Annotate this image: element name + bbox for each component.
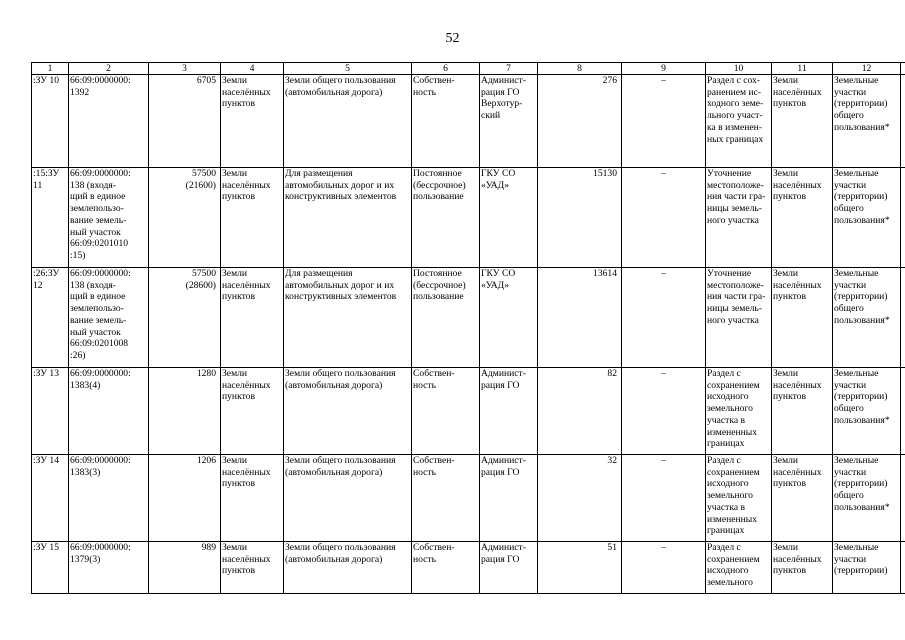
permitted-use-text: Земли общего пользования (автомобильная дорога) (285, 75, 396, 98)
land-category-cell (221, 455, 284, 542)
note-cell (901, 368, 905, 455)
new-land-category-cell (772, 168, 833, 268)
permitted-use-cell (284, 455, 412, 542)
new-permitted-use-text: Земельные участки (территории) (834, 542, 888, 577)
plot-area-part-text: 51 (607, 542, 617, 553)
plot-area-part-cell (538, 368, 622, 455)
right-type-cell (412, 455, 480, 542)
permitted-use-text: Для размещения автомобильных дорог и их конструктивных элементов (285, 268, 397, 303)
page-number: 52 (445, 31, 460, 46)
land-category-text: Земли населённых пунктов (222, 268, 271, 303)
new-permitted-use-text: Земельные участки (территории) общего пользования* (834, 75, 890, 133)
land-category-cell (221, 168, 284, 268)
right-holder-cell (480, 75, 538, 168)
plot-area-part-text: 276 (602, 75, 617, 86)
right-holder-cell (480, 368, 538, 455)
new-permitted-use-cell (833, 455, 901, 542)
area-text: 6705 (196, 75, 216, 86)
new-land-category-cell (772, 368, 833, 455)
area-text: 1206 (196, 455, 216, 466)
new-land-category-text: Земли населённых пунктов (773, 368, 822, 403)
land-category-text: Земли населённых пунктов (222, 168, 271, 203)
cadastral-number-text: 66:09:0000000: 138 (входя- щий в единое землепользо- вание земель- ный участок 66:09:0201010 :15) (70, 168, 131, 261)
encumbrance-cell (622, 168, 706, 268)
formation-method-text: Раздел с сох- ранением ис- ходного земе- льного участ- ка в изменен- ных границах (707, 75, 764, 145)
plot-designation-cell (32, 542, 69, 594)
cadastral-number-text: 66:09:0000000: 1379(3) (70, 542, 131, 565)
right-type-cell (412, 75, 480, 168)
column-header: 6 (412, 63, 480, 75)
new-land-category-cell (772, 75, 833, 168)
new-permitted-use-text: Земельные участки (территории) общего пользования* (834, 368, 890, 426)
right-holder-text: Админист- рация ГО (481, 455, 526, 478)
cadastral-number-cell (69, 75, 149, 168)
right-holder-text: Админист- рация ГО (481, 542, 526, 565)
right-holder-text: Админист- рация ГО (481, 368, 526, 391)
plot-designation-text: :15:ЗУ 11 (33, 168, 60, 191)
cadastral-number-cell (69, 368, 149, 455)
note-cell (901, 168, 905, 268)
formation-method-text: Уточнение местоположе- ния части гра- ницы земель- ного участка (707, 268, 766, 326)
table-row (32, 268, 905, 368)
permitted-use-text: Земли общего пользования (автомобильная дорога) (285, 455, 396, 478)
area-text: 57500 (21600) (185, 168, 216, 191)
column-header: 8 (538, 63, 622, 75)
encumbrance-cell (622, 368, 706, 455)
right-holder-cell (480, 542, 538, 594)
right-holder-text: ГКУ СО «УАД» (481, 168, 516, 191)
column-header: 1 (32, 63, 69, 75)
new-permitted-use-cell (833, 542, 901, 594)
permitted-use-cell (284, 268, 412, 368)
plot-designation-cell (32, 268, 69, 368)
land-category-text: Земли населённых пунктов (222, 542, 271, 577)
plot-designation-text: :ЗУ 14 (33, 455, 60, 466)
plot-area-part-text: 82 (607, 368, 617, 379)
right-holder-cell (480, 268, 538, 368)
area-text: 1280 (196, 368, 216, 379)
land-category-cell (221, 268, 284, 368)
new-permitted-use-text: Земельные участки (территории) общего пользования* (834, 268, 890, 326)
encumbrance-text: – (661, 368, 666, 379)
right-type-cell (412, 368, 480, 455)
note-cell (901, 268, 905, 368)
land-plots-table (31, 62, 905, 594)
land-category-text: Земли населённых пунктов (222, 368, 271, 403)
right-type-text: Постоянное (бессрочное) пользование (413, 168, 466, 203)
right-type-cell (412, 542, 480, 594)
right-type-cell (412, 268, 480, 368)
land-category-cell (221, 75, 284, 168)
table-header-row (32, 63, 905, 75)
new-land-category-cell (772, 455, 833, 542)
right-type-text: Собствен- ность (413, 75, 455, 98)
column-header: 10 (706, 63, 772, 75)
new-land-category-text: Земли населённых пунктов (773, 168, 822, 203)
permitted-use-text: Земли общего пользования (автомобильная дорога) (285, 368, 396, 391)
column-header: 2 (69, 63, 149, 75)
permitted-use-text: Для размещения автомобильных дорог и их конструктивных элементов (285, 168, 397, 203)
new-permitted-use-cell (833, 168, 901, 268)
encumbrance-text: – (661, 168, 666, 179)
cadastral-number-text: 66:09:0000000: 1392 (70, 75, 131, 98)
formation-method-text: Уточнение местоположе- ния части гра- ницы земель- ного участка (707, 168, 766, 226)
plot-designation-text: :ЗУ 15 (33, 542, 60, 553)
land-category-text: Земли населённых пунктов (222, 75, 271, 110)
new-permitted-use-cell (833, 268, 901, 368)
formation-method-text: Раздел с сохранением исходного земельного участка в измененных границах (707, 455, 760, 537)
area-text: 57500 (28600) (185, 268, 216, 291)
area-cell (149, 368, 221, 455)
encumbrance-text: – (661, 455, 666, 466)
encumbrance-text: – (661, 75, 666, 86)
formation-method-cell (706, 168, 772, 268)
cadastral-number-text: 66:09:0000000: 1383(3) (70, 455, 131, 478)
formation-method-cell (706, 455, 772, 542)
right-type-text: Собствен- ность (413, 368, 455, 391)
table-row (32, 75, 905, 168)
cadastral-number-text: 66:09:0000000: 1383(4) (70, 368, 131, 391)
cadastral-number-text: 66:09:0000000: 138 (входя- щий в единое землепользо- вание земель- ный участок 66:09:0201008 :26) (70, 268, 131, 361)
right-type-text: Собствен- ность (413, 455, 455, 478)
right-holder-cell (480, 455, 538, 542)
cadastral-number-cell (69, 542, 149, 594)
land-category-cell (221, 542, 284, 594)
new-permitted-use-text: Земельные участки (территории) общего пользования* (834, 168, 890, 226)
cadastral-number-cell (69, 455, 149, 542)
right-type-text: Постоянное (бессрочное) пользование (413, 268, 466, 303)
column-header: 3 (149, 63, 221, 75)
new-permitted-use-cell (833, 368, 901, 455)
area-cell (149, 542, 221, 594)
plot-designation-cell (32, 75, 69, 168)
plot-designation-cell (32, 368, 69, 455)
formation-method-cell (706, 542, 772, 594)
permitted-use-cell (284, 75, 412, 168)
new-land-category-text: Земли населённых пунктов (773, 75, 822, 110)
new-land-category-text: Земли населённых пунктов (773, 268, 822, 303)
new-land-category-cell (772, 268, 833, 368)
area-cell (149, 268, 221, 368)
cadastral-number-cell (69, 268, 149, 368)
area-cell (149, 168, 221, 268)
plot-area-part-cell (538, 75, 622, 168)
encumbrance-text: – (661, 542, 666, 553)
table-row (32, 542, 905, 594)
column-header: 12 (833, 63, 901, 75)
plot-designation-text: :26:ЗУ 12 (33, 268, 60, 291)
permitted-use-cell (284, 368, 412, 455)
right-holder-text: ГКУ СО «УАД» (481, 268, 516, 291)
note-cell (901, 455, 905, 542)
area-cell (149, 455, 221, 542)
encumbrance-cell (622, 75, 706, 168)
land-category-cell (221, 368, 284, 455)
formation-method-cell (706, 268, 772, 368)
permitted-use-cell (284, 542, 412, 594)
column-header: 4 (221, 63, 284, 75)
new-land-category-cell (772, 542, 833, 594)
plot-area-part-text: 13614 (593, 268, 617, 279)
plot-designation-cell (32, 455, 69, 542)
encumbrance-text: – (661, 268, 666, 279)
new-permitted-use-cell (833, 75, 901, 168)
plot-designation-cell (32, 168, 69, 268)
right-type-text: Собствен- ность (413, 542, 455, 565)
formation-method-text: Раздел с сохранением исходного земельного (707, 542, 760, 589)
encumbrance-cell (622, 542, 706, 594)
table-row (32, 368, 905, 455)
plot-area-part-cell (538, 455, 622, 542)
plot-designation-text: :ЗУ 13 (33, 368, 60, 379)
table-row (32, 168, 905, 268)
column-header: 9 (622, 63, 706, 75)
area-text: 989 (201, 542, 216, 553)
note-cell (901, 75, 905, 168)
right-holder-text: Админист- рация ГО Верхотур- ский (481, 75, 526, 122)
plot-area-part-text: 15130 (593, 168, 617, 179)
column-header: 11 (772, 63, 833, 75)
column-header: 5 (284, 63, 412, 75)
column-header: 7 (480, 63, 538, 75)
new-land-category-text: Земли населённых пунктов (773, 455, 822, 490)
plot-area-part-cell (538, 268, 622, 368)
encumbrance-cell (622, 268, 706, 368)
formation-method-cell (706, 368, 772, 455)
permitted-use-text: Земли общего пользования (автомобильная дорога) (285, 542, 396, 565)
new-permitted-use-text: Земельные участки (территории) общего пользования* (834, 455, 890, 513)
plot-designation-text: :ЗУ 10 (33, 75, 60, 86)
area-cell (149, 75, 221, 168)
encumbrance-cell (622, 455, 706, 542)
formation-method-text: Раздел с сохранением исходного земельного участка в измененных границах (707, 368, 760, 450)
formation-method-cell (706, 75, 772, 168)
new-land-category-text: Земли населённых пунктов (773, 542, 822, 577)
land-category-text: Земли населённых пунктов (222, 455, 271, 490)
cadastral-number-cell (69, 168, 149, 268)
column-header (901, 63, 905, 75)
note-cell (901, 542, 905, 594)
plot-area-part-cell (538, 168, 622, 268)
permitted-use-cell (284, 168, 412, 268)
right-holder-cell (480, 168, 538, 268)
table-row (32, 455, 905, 542)
plot-area-part-cell (538, 542, 622, 594)
plot-area-part-text: 32 (607, 455, 617, 466)
right-type-cell (412, 168, 480, 268)
